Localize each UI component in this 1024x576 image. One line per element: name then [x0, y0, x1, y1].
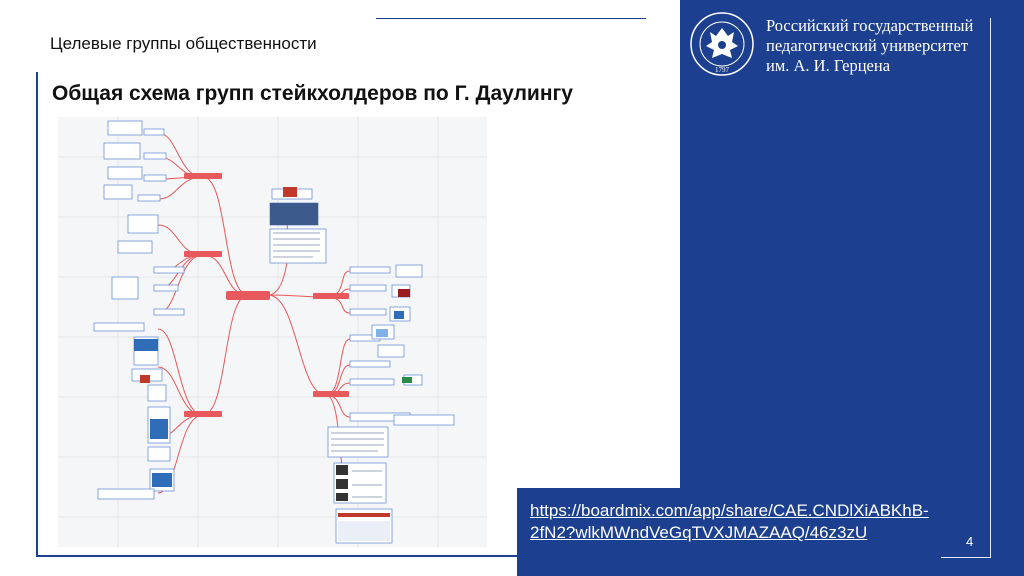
mindmap-drawing [58, 117, 487, 547]
content-frame-left [36, 72, 38, 556]
boardmix-share-link[interactable]: https://boardmix.com/app/share/CAE.CNDlXiABKhB-2fN2?wlkMWndVeGqTVXJMAZAAQ/46z3zU [530, 501, 929, 542]
mindmap-grid [58, 117, 487, 547]
seal-icon [688, 10, 756, 78]
university-name-line-2: педагогический университет [766, 36, 969, 55]
university-seal-logo [688, 10, 756, 78]
mindmap-leaf-nodes [94, 121, 454, 543]
stakeholder-mindmap-image [58, 117, 487, 547]
mindmap-central-node [226, 291, 270, 300]
seal-year: 1797 [715, 66, 729, 74]
share-link-box [517, 488, 941, 576]
university-name-line-3: им. А. И. Герцена [766, 56, 891, 75]
university-name-line-1: Российский государственный [766, 16, 974, 35]
top-divider-line [376, 18, 646, 19]
page-number: 4 [966, 534, 974, 549]
slide-heading: Общая схема групп стейкхолдеров по Г. Даулингу [52, 82, 573, 105]
section-title: Целевые группы общественности [50, 34, 317, 53]
university-name [766, 16, 973, 76]
panel-frame-right [990, 18, 991, 558]
mindmap-branches [158, 133, 350, 495]
